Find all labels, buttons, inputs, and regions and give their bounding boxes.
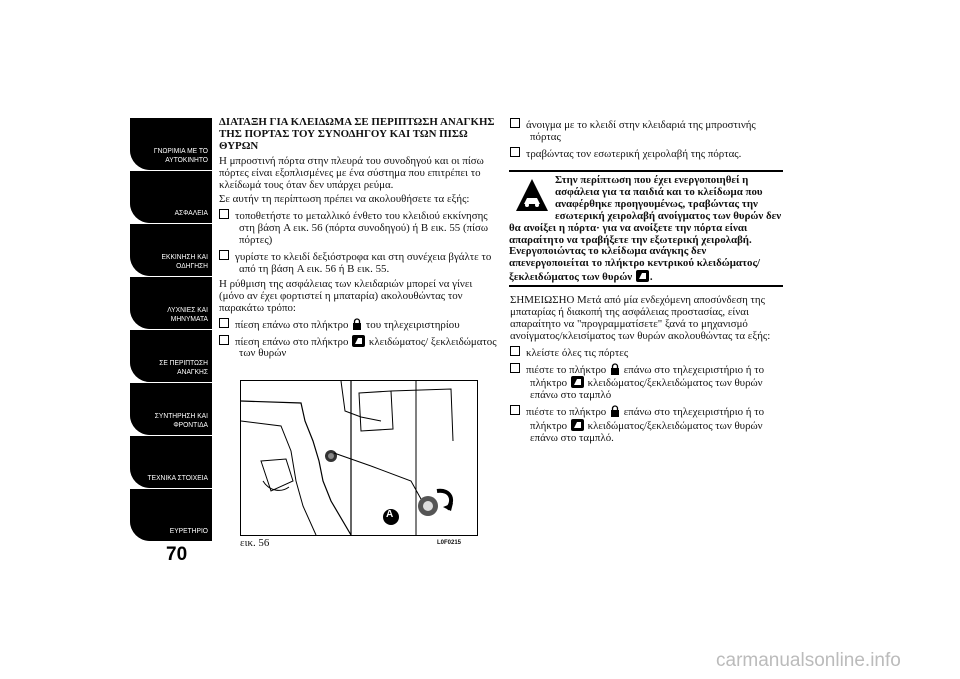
checkbox-bullet-icon <box>219 250 229 260</box>
tab-safety[interactable] <box>130 171 212 223</box>
warning-car-icon <box>515 177 549 213</box>
list-item-text: γυρίστε το κλειδί δεξιόστροφα και στη συνέχεια βγάλτε το από τη βάση A εικ. 56 ή B εικ. 55. <box>235 251 492 275</box>
paragraph: Η μπροστινή πόρτα στην πλευρά του συνοδηγού και οι πίσω πόρτες είναι εξοπλισμένες με ένα σύστημα που επιτρέπει το κλείδωμά τους όταν δεν υπάρχει ρεύμα. <box>219 154 484 191</box>
checkbox-bullet-icon <box>510 363 520 373</box>
list-item-text: πίεση επάνω στο πλήκτρο <box>235 335 349 348</box>
list-item-text: τοποθετήστε το μεταλλικό ένθετο του κλειδιού εκκίνησης στη βάση A εικ. 56 (πόρτα συνοδηγού) ή B εικ. 55 (πίσω πόρτες) <box>235 210 489 247</box>
section-heading: ΔΙΑΤΑΞΗ ΓΙΑ ΚΛΕΙΔΩΜΑ ΣΕ ΠΕΡΙΠΤΩΣΗ ΑΝΑΓΚΗΣ ΤΗΣ ΠΟΡΤΑΣ ΤΟΥ ΣΥΝΟΔΗΓΟΥ ΚΑΙ ΤΩΝ ΠΙΣΩ ΘΥΡΩΝ <box>219 116 495 152</box>
list-item <box>219 335 499 361</box>
list-item-text: πίεση επάνω στο πλήκτρο <box>235 318 349 331</box>
warning-text-block: Στην περίπτωση που έχει ενεργοποιηθεί η ασφάλεια για τα παιδιά και το κλείδωμα που αναφέρθηκε προηγουμένως, τραβώντας την εσωτερική χειρολαβή ανοίγματος των θυρών δεν θα ανοίξει η πόρτα· για να ανοίξετε την πόρτα είναι απαραίτητο να τραβήξετε την εξωτερική χειρολαβή. Ενεργοποιώντας το κλείδωμα ανάγκης δεν απενεργοποιείται το πλήκτρο κεντρικού κλειδώματος/ ξεκλειδώματος των θυρών . <box>509 174 782 284</box>
right-column <box>510 118 782 164</box>
list-item-text: κλειδώματος/ξεκλειδώματος των θυρών επάνω στο ταμπλό. <box>530 420 763 445</box>
checkbox-bullet-icon <box>219 335 229 345</box>
list-item <box>510 405 782 445</box>
tab-emergency[interactable] <box>130 330 212 382</box>
tab-technical-data[interactable] <box>130 436 212 488</box>
list-item <box>510 363 782 403</box>
lock-icon <box>352 318 362 330</box>
list-item <box>219 250 499 276</box>
lock-icon <box>610 363 620 375</box>
tab-warning-lights[interactable] <box>130 277 212 329</box>
tab-maintenance[interactable] <box>130 383 212 435</box>
list-item-text: κλειδώματος/ ξεκλειδώματος των θυρών <box>239 335 497 360</box>
tab-starting-driving[interactable] <box>130 224 212 276</box>
divider <box>509 285 783 287</box>
lock-icon <box>610 405 620 417</box>
door-lock-figure <box>240 380 478 536</box>
list-item <box>219 209 499 247</box>
divider <box>509 170 783 172</box>
list-item-text: άνοιγμα με το κλειδί στην κλειδαριά της μπροστινής πόρτας <box>526 119 756 143</box>
list-item-text: επάνω στο τηλεχειριστήριο ή το πλήκτρο <box>530 406 765 433</box>
left-column <box>219 117 499 363</box>
list-item-text: κλειδώματος/ξεκλειδώματος των θυρών επάνω στο ταμπλό <box>530 377 763 402</box>
list-item-text: πιέστε το πλήκτρο <box>526 406 607 419</box>
door-illustration <box>241 381 477 535</box>
door-lock-icon <box>571 419 584 431</box>
list-item-text: τραβώντας τον εσωτερική χειρολαβή της πόρτας. <box>526 147 742 160</box>
list-item-text: επάνω στο τηλεχειριστήριο ή το πλήκτρο <box>530 363 765 390</box>
figure-caption: εικ. 56 <box>240 537 270 549</box>
list-item <box>510 346 782 360</box>
warning-text: Στην περίπτωση που έχει ενεργοποιηθεί η ασφάλεια για τα παιδιά και το κλείδωμα που αναφέρθηκε προηγουμένως, τραβώντας την εσωτερική χειρολαβή ανοίγματος των θυρών δεν θα ανοίξει η πόρτα· για να ανοίξετε την πόρτα είναι απαραίτητο να τραβήξετε την εξωτερική χειρολαβή. Ενεργοποιώντας το κλείδωμα ανάγκης δεν απενεργοποιείται το πλήκτρο κεντρικού κλειδώματος/ ξεκλειδώματος των θυρών <box>509 174 782 284</box>
checkbox-bullet-icon <box>510 346 520 356</box>
checkbox-bullet-icon <box>219 318 229 328</box>
checkbox-bullet-icon <box>510 118 520 128</box>
list-item-text: πιέστε το πλήκτρο <box>526 363 607 376</box>
checkbox-bullet-icon <box>219 209 229 219</box>
list-item-text: κλείστε όλες τις πόρτες <box>526 346 629 359</box>
list-item-text: του τηλεχειριστηρίου <box>365 318 460 331</box>
tab-label: ΣΕ ΠΕΡΙΠΤΩΣΗ ΑΝΑΓΚΗΣ <box>159 358 208 376</box>
tab-label: ΓΝΩΡΙΜΙΑ ΜΕ ΤΟ ΑΥΤΟΚΙΝΗΤΟ <box>153 146 208 164</box>
list-item <box>510 147 782 161</box>
tab-label: ΣΥΝΤΗΡΗΣΗ ΚΑΙ ΦΡΟΝΤΙΔΑ <box>154 411 208 429</box>
tab-index[interactable] <box>130 489 212 541</box>
list-item <box>219 318 499 332</box>
right-column-lower <box>510 295 782 448</box>
paragraph: Η ρύθμιση της ασφάλειας των κλειδαριών μπορεί να γίνει (μόνο αν έχει φορτιστεί η μπαταρία) ακολουθώντας τον παρακάτω τρόπο: <box>219 277 473 314</box>
tab-label: ΕΚΚΙΝΗΣΗ ΚΑΙ ΟΔΗΓΗΣΗ <box>161 252 208 270</box>
note-paragraph: ΣΗΜΕΙΩΣΗΟ Μετά από μία ενδεχόμενη αποσύνδεση της μπαταρίας ή διακοπή της ασφάλειας προστασίας, είναι απαραίτητο να "προγραμματίσετε" ξανά το μηχανισμό ανοίγματος/κλεισίματος των θυρών ακολουθώντας τα εξής: <box>510 294 771 342</box>
door-lock-icon <box>571 376 584 388</box>
list-item <box>510 118 782 144</box>
tab-getting-to-know[interactable] <box>130 118 212 170</box>
tab-label: ΕΥΡΕΤΗΡΙΟ <box>169 526 208 535</box>
checkbox-bullet-icon <box>510 405 520 415</box>
watermark-text: carmanualsonline.info <box>716 650 901 671</box>
figure-label-a: A <box>386 509 394 520</box>
figure-code: L0F0215 <box>437 540 462 546</box>
door-lock-icon <box>636 270 649 282</box>
checkbox-bullet-icon <box>510 147 520 157</box>
page-number: 70 <box>166 544 188 565</box>
tab-label: ΤΕΧΝΙΚΑ ΣΤΟΙΧΕΙΑ <box>147 473 208 482</box>
door-lock-icon <box>352 335 365 347</box>
tab-label: ΛΥΧΝΙΕΣ ΚΑΙ ΜΗΝΥΜΑΤΑ <box>167 305 208 323</box>
warning-box <box>509 170 783 284</box>
tab-label: ΑΣΦΑΛΕΙΑ <box>174 208 208 217</box>
paragraph: Σε αυτήν τη περίπτωση πρέπει να ακολουθήσετε τα εξής: <box>219 193 470 206</box>
